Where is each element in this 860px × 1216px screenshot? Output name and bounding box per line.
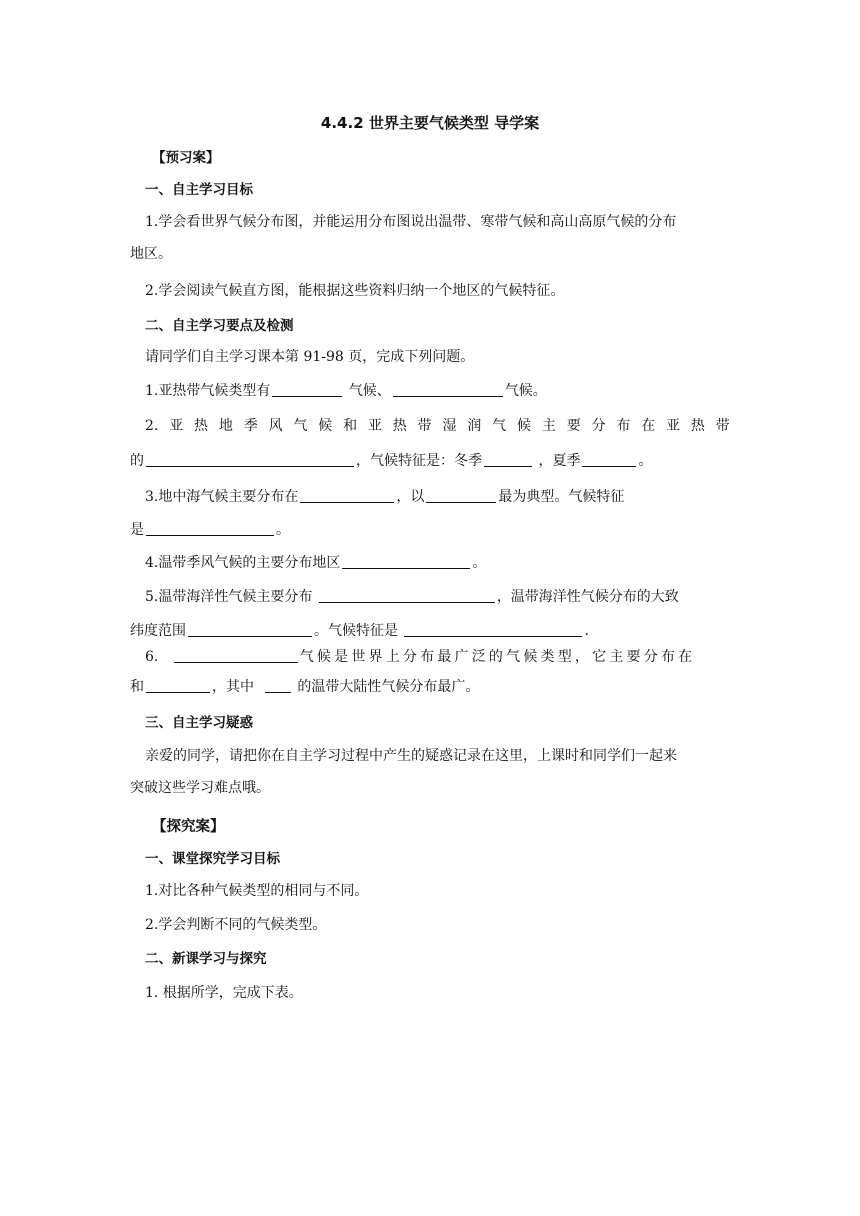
q2-char: 热 xyxy=(392,418,407,434)
new-lesson-item-1: 1. 根据所学，完成下表。 xyxy=(145,985,303,1001)
q2-char: 在 xyxy=(641,418,656,434)
q2-char: 气 xyxy=(293,418,308,434)
goal-2: 2.学会阅读气候直方图，能根据这些资料归纳一个地区的气候特征。 xyxy=(145,283,565,299)
blank-q6-3[interactable] xyxy=(265,678,291,693)
q2-char: 热 xyxy=(690,418,705,434)
blank-q2-winter[interactable] xyxy=(484,452,532,467)
doubts-line-1: 亲爱的同学，请把你在自主学习过程中产生的疑惑记录在这里，上课时和同学们一起来 xyxy=(145,748,677,764)
goal-1-line-1: 1.学会看世界气候分布图，并能运用分布图说出温带、寒带气候和高山高原气候的分布 xyxy=(145,214,677,230)
q2-char: 地 xyxy=(218,418,233,434)
q2-char: 润 xyxy=(467,418,482,434)
blank-q3-2[interactable] xyxy=(426,488,496,503)
q2-char: 热 xyxy=(194,418,209,434)
blank-q4[interactable] xyxy=(342,554,470,569)
key-points-intro: 请同学们自主学习课本第 91-98 页，完成下列问题。 xyxy=(145,349,475,365)
heading-doubts: 三、自主学习疑惑 xyxy=(145,715,253,731)
question-2-line-1 xyxy=(145,416,730,436)
blank-q1-1[interactable] xyxy=(272,382,342,397)
q2-char: 候 xyxy=(318,418,333,434)
blank-q2-1[interactable] xyxy=(146,452,354,467)
question-6-line-2: 和 ，其中 的温带大陆性气候分布最广。 xyxy=(130,679,480,695)
blank-q1-2[interactable] xyxy=(393,382,503,397)
blank-q2-summer[interactable] xyxy=(582,452,636,467)
q2-char: 气 xyxy=(492,418,507,434)
q2-char: 和 xyxy=(343,418,358,434)
question-1: 1.亚热带气候类型有 气候、 气候。 xyxy=(145,383,547,399)
class-goal-1: 1.对比各种气候类型的相同与不同。 xyxy=(145,883,369,899)
blank-q5-3[interactable] xyxy=(404,622,582,637)
q2-char: 主 xyxy=(541,418,556,434)
heading-new-lesson: 二、新课学习与探究 xyxy=(145,951,267,967)
blank-q3-3[interactable] xyxy=(146,521,274,536)
blank-q6-2[interactable] xyxy=(146,678,210,693)
question-5-line-1: 5.温带海洋性气候主要分布 ，温带海洋性气候分布的大致 xyxy=(145,589,679,605)
section-preview: 【预习案】 xyxy=(152,150,220,166)
doubts-line-2: 突破这些学习难点哦。 xyxy=(130,780,270,796)
q2-char: 风 xyxy=(268,418,283,434)
q2-char: 带 xyxy=(417,418,432,434)
blank-q5-2[interactable] xyxy=(188,622,312,637)
q2-char: 分 xyxy=(591,418,606,434)
q2-char: 候 xyxy=(517,418,532,434)
blank-q6-1[interactable] xyxy=(174,648,298,663)
goal-1-line-2: 地区。 xyxy=(130,246,172,262)
question-5-line-2: 纬度范围 。气候特征是 . xyxy=(130,623,589,639)
heading-learning-goals: 一、自主学习目标 xyxy=(145,182,253,198)
blank-q5-1[interactable] xyxy=(319,588,495,603)
q2-char: 湿 xyxy=(442,418,457,434)
heading-key-points: 二、自主学习要点及检测 xyxy=(145,318,294,334)
question-6-line-1: 6. 气候是世界上分布最广泛的气候类型，它主要分布在 xyxy=(145,649,696,665)
question-3-line-2: 是 。 xyxy=(130,522,290,538)
question-2-line-2: 的 ，气候特征是：冬季 ，夏季 。 xyxy=(130,453,653,469)
page-title: 4.4.2 世界主要气候类型 导学案 xyxy=(320,114,540,132)
question-3-line-1: 3.地中海气候主要分布在 ，以 最为典型。气候特征 xyxy=(145,489,625,505)
heading-class-goals: 一、课堂探究学习目标 xyxy=(145,851,280,867)
blank-q3-1[interactable] xyxy=(300,488,394,503)
q2-char: 亚 xyxy=(169,418,184,434)
section-explore: 【探究案】 xyxy=(152,819,225,835)
question-4: 4.温带季风气候的主要分布地区 。 xyxy=(145,555,487,571)
q2-char: 亚 xyxy=(367,418,382,434)
q2-char: 季 xyxy=(243,418,258,434)
q2-char: 2. xyxy=(145,418,159,434)
q2-char: 带 xyxy=(715,418,730,434)
class-goal-2: 2.学会判断不同的气候类型。 xyxy=(145,917,327,933)
q2-char: 布 xyxy=(616,418,631,434)
q2-char: 要 xyxy=(566,418,581,434)
q2-char: 亚 xyxy=(666,418,681,434)
